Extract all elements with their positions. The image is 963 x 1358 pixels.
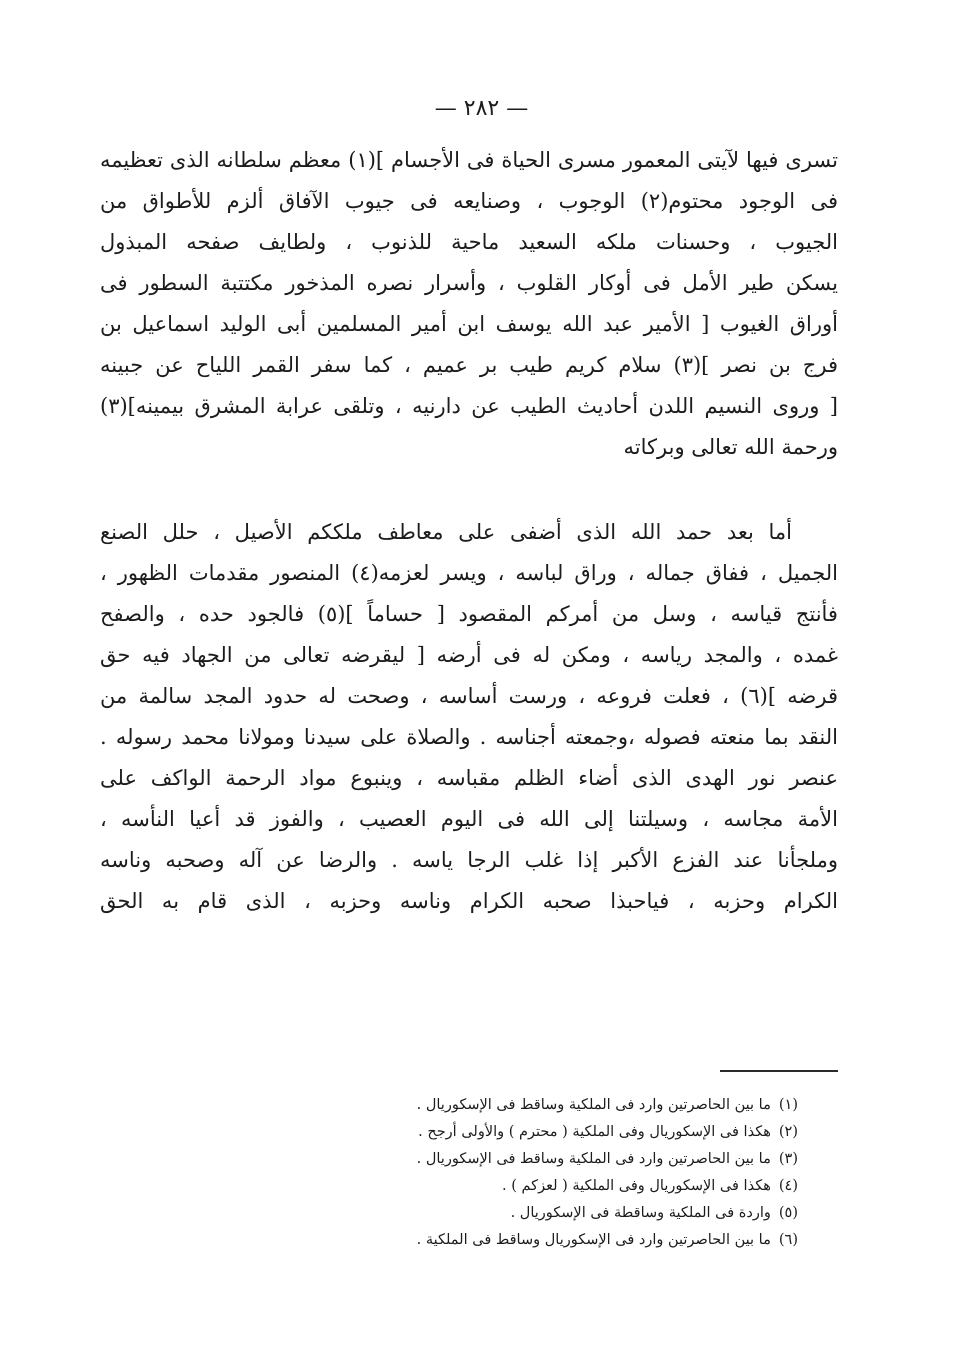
footnote-item [320, 1173, 798, 1200]
text-line: الجميل ، ففاق جماله ، وراق لباسه ، ويسر لعزمه(٤) المنصور مقدمات الظهور ، [100, 561, 838, 585]
footnote-item [320, 1146, 798, 1173]
footnote-number: (٦) [778, 1232, 798, 1248]
text-line: قرضه ](٦) ، فعلت فروعه ، ورست أساسه ، وصحت له حدود المجد سالمة من [100, 684, 838, 708]
footnote-item [320, 1227, 798, 1254]
footnote-text: واردة فى الملكية وساقطة فى الإسكوريال . [510, 1205, 771, 1221]
footnotes [320, 1092, 798, 1254]
footnote-number: (٣) [778, 1151, 798, 1167]
footnote-item [320, 1200, 798, 1227]
footnote-text: ما بين الحاصرتين وارد فى الإسكوريال وساقط فى الملكية . [416, 1232, 771, 1248]
text-line: فأنتج قياسه ، وسل من أمركم المقصود [ حساماً ](٥) فالجود حده ، والصفح [100, 602, 838, 626]
text-line: الكرام وحزبه ، فياحبذا صحبه الكرام وناسه وحزبه ، الذى قام به الحق [100, 889, 838, 913]
text-line: غمده ، والمجد رياسه ، ومكن له فى أرضه [ ليقرضه تعالى من الجهاد فيه حق [100, 643, 838, 667]
footnote-divider [720, 1070, 838, 1072]
text-line: أما بعد حمد الله الذى أضفى على معاطف ملككم الأصيل ، حلل الصنع [100, 520, 792, 544]
text-line: الجيوب ، وحسنات ملكه السعيد ماحية للذنوب ، ولطايف صفحه المبذول [100, 230, 838, 254]
text-line: يسكن طير الأمل فى أوكار القلوب ، وأسرار نصره المذخور مكتتبة السطور فى [100, 271, 838, 295]
footnote-text: هكذا فى الإسكوريال وفى الملكية ( محترم ) والأولى أرجح . [418, 1124, 771, 1140]
footnote-item [320, 1092, 798, 1119]
page-number: — ٢٨٢ — [434, 96, 529, 121]
text-line: فرج بن نصر ](٣) سلام كريم طيب بر عميم ، كما سفر القمر اللياح عن جبينه [100, 353, 838, 377]
footnote-item [320, 1119, 798, 1146]
paragraph-1 [100, 140, 838, 468]
footnote-number: (٥) [778, 1205, 798, 1221]
paragraph-gap [100, 468, 838, 512]
footnote-text: ما بين الحاصرتين وارد فى الملكية وساقط فى الإسكوريال . [416, 1151, 771, 1167]
text-line: وملجأنا عند الفزع الأكبر إذا غلب الرجا ياسه . والرضا عن آله وصحبه وناسه [100, 848, 838, 872]
footnote-number: (١) [778, 1097, 798, 1113]
text-line: تسرى فيها لآيتى المعمور مسرى الحياة فى الأجسام ](١) معظم سلطانه الذى تعظيمه [100, 148, 838, 172]
text-line: النقد بما منعته فصوله ،وجمعته أجناسه . والصلاة على سيدنا ومولانا محمد رسوله . [100, 725, 838, 749]
paragraph-2 [100, 512, 838, 922]
text-line: فى الوجود محتوم(٢) الوجوب ، وصنايعه فى جيوب الآفاق ألزم للأطواق من [100, 189, 838, 213]
text-line: أوراق الغيوب [ الأمير عبد الله يوسف ابن أمير المسلمين أبى الوليد اسماعيل بن [100, 312, 838, 336]
text-line: ورحمة الله تعالى وبركاته [623, 435, 838, 459]
text-line: [ وروى النسيم اللدن أحاديث الطيب عن دارنيه ، وتلقى عرابة المشرق بيمينه](٣) [100, 394, 838, 418]
main-text [100, 140, 838, 922]
text-line: عنصر نور الهدى الذى أضاء الظلم مقباسه ، وينبوع مواد الرحمة الواكف على [100, 766, 838, 790]
footnote-number: (٤) [778, 1178, 798, 1194]
footnote-text: هكذا فى الإسكوريال وفى الملكية ( لعزكم ) . [502, 1178, 771, 1194]
text-line: الأمة مجاسه ، وسيلتنا إلى الله فى اليوم العصيب ، والفوز قد أعيا النأسه ، [100, 807, 838, 831]
footnote-number: (٢) [778, 1124, 798, 1140]
footnote-text: ما بين الحاصرتين وارد فى الملكية وساقط فى الإسكوريال . [416, 1097, 771, 1113]
